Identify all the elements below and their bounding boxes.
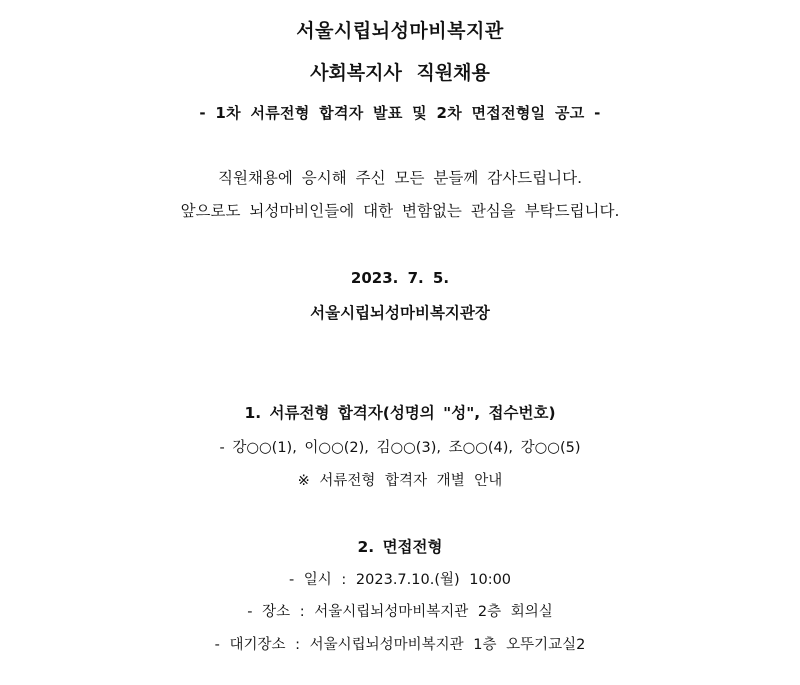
interview-location: - 장소 : 서울시립뇌성마비복지관 2층 회의실 — [247, 604, 553, 620]
document-screening-passers: - 강○○(1), 이○○(2), 김○○(3), 조○○(4), 강○○(5) — [219, 440, 581, 456]
section-document-screening-heading: 1. 서류전형 합격자(성명의 "성", 접수번호) — [244, 404, 556, 422]
interview-datetime: - 일시 : 2023.7.10.(월) 10:00 — [288, 572, 512, 588]
notice-subtitle: - 1차 서류전형 합격자 발표 및 2차 면접전형일 공고 - — [199, 104, 601, 122]
issue-date: 2023. 7. 5. — [350, 269, 450, 287]
issuer-signature: 서울시립뇌성마비복지관장 — [310, 304, 490, 322]
individual-notice-note: ※ 서류전형 합격자 개별 안내 — [297, 473, 503, 489]
request-message: 앞으로도 뇌성마비인들에 대한 변함없는 관심을 부탁드립니다. — [180, 202, 620, 220]
waiting-location: - 대기장소 : 서울시립뇌성마비복지관 1층 오뚜기교실2 — [214, 637, 586, 653]
recruitment-title: 사회복지사 직원채용 — [310, 62, 490, 84]
thanks-message: 직원채용에 응시해 주신 모든 분들께 감사드립니다. — [218, 169, 582, 187]
organization-title: 서울시립뇌성마비복지관 — [296, 20, 504, 42]
section-interview-heading: 2. 면접전형 — [357, 538, 443, 556]
